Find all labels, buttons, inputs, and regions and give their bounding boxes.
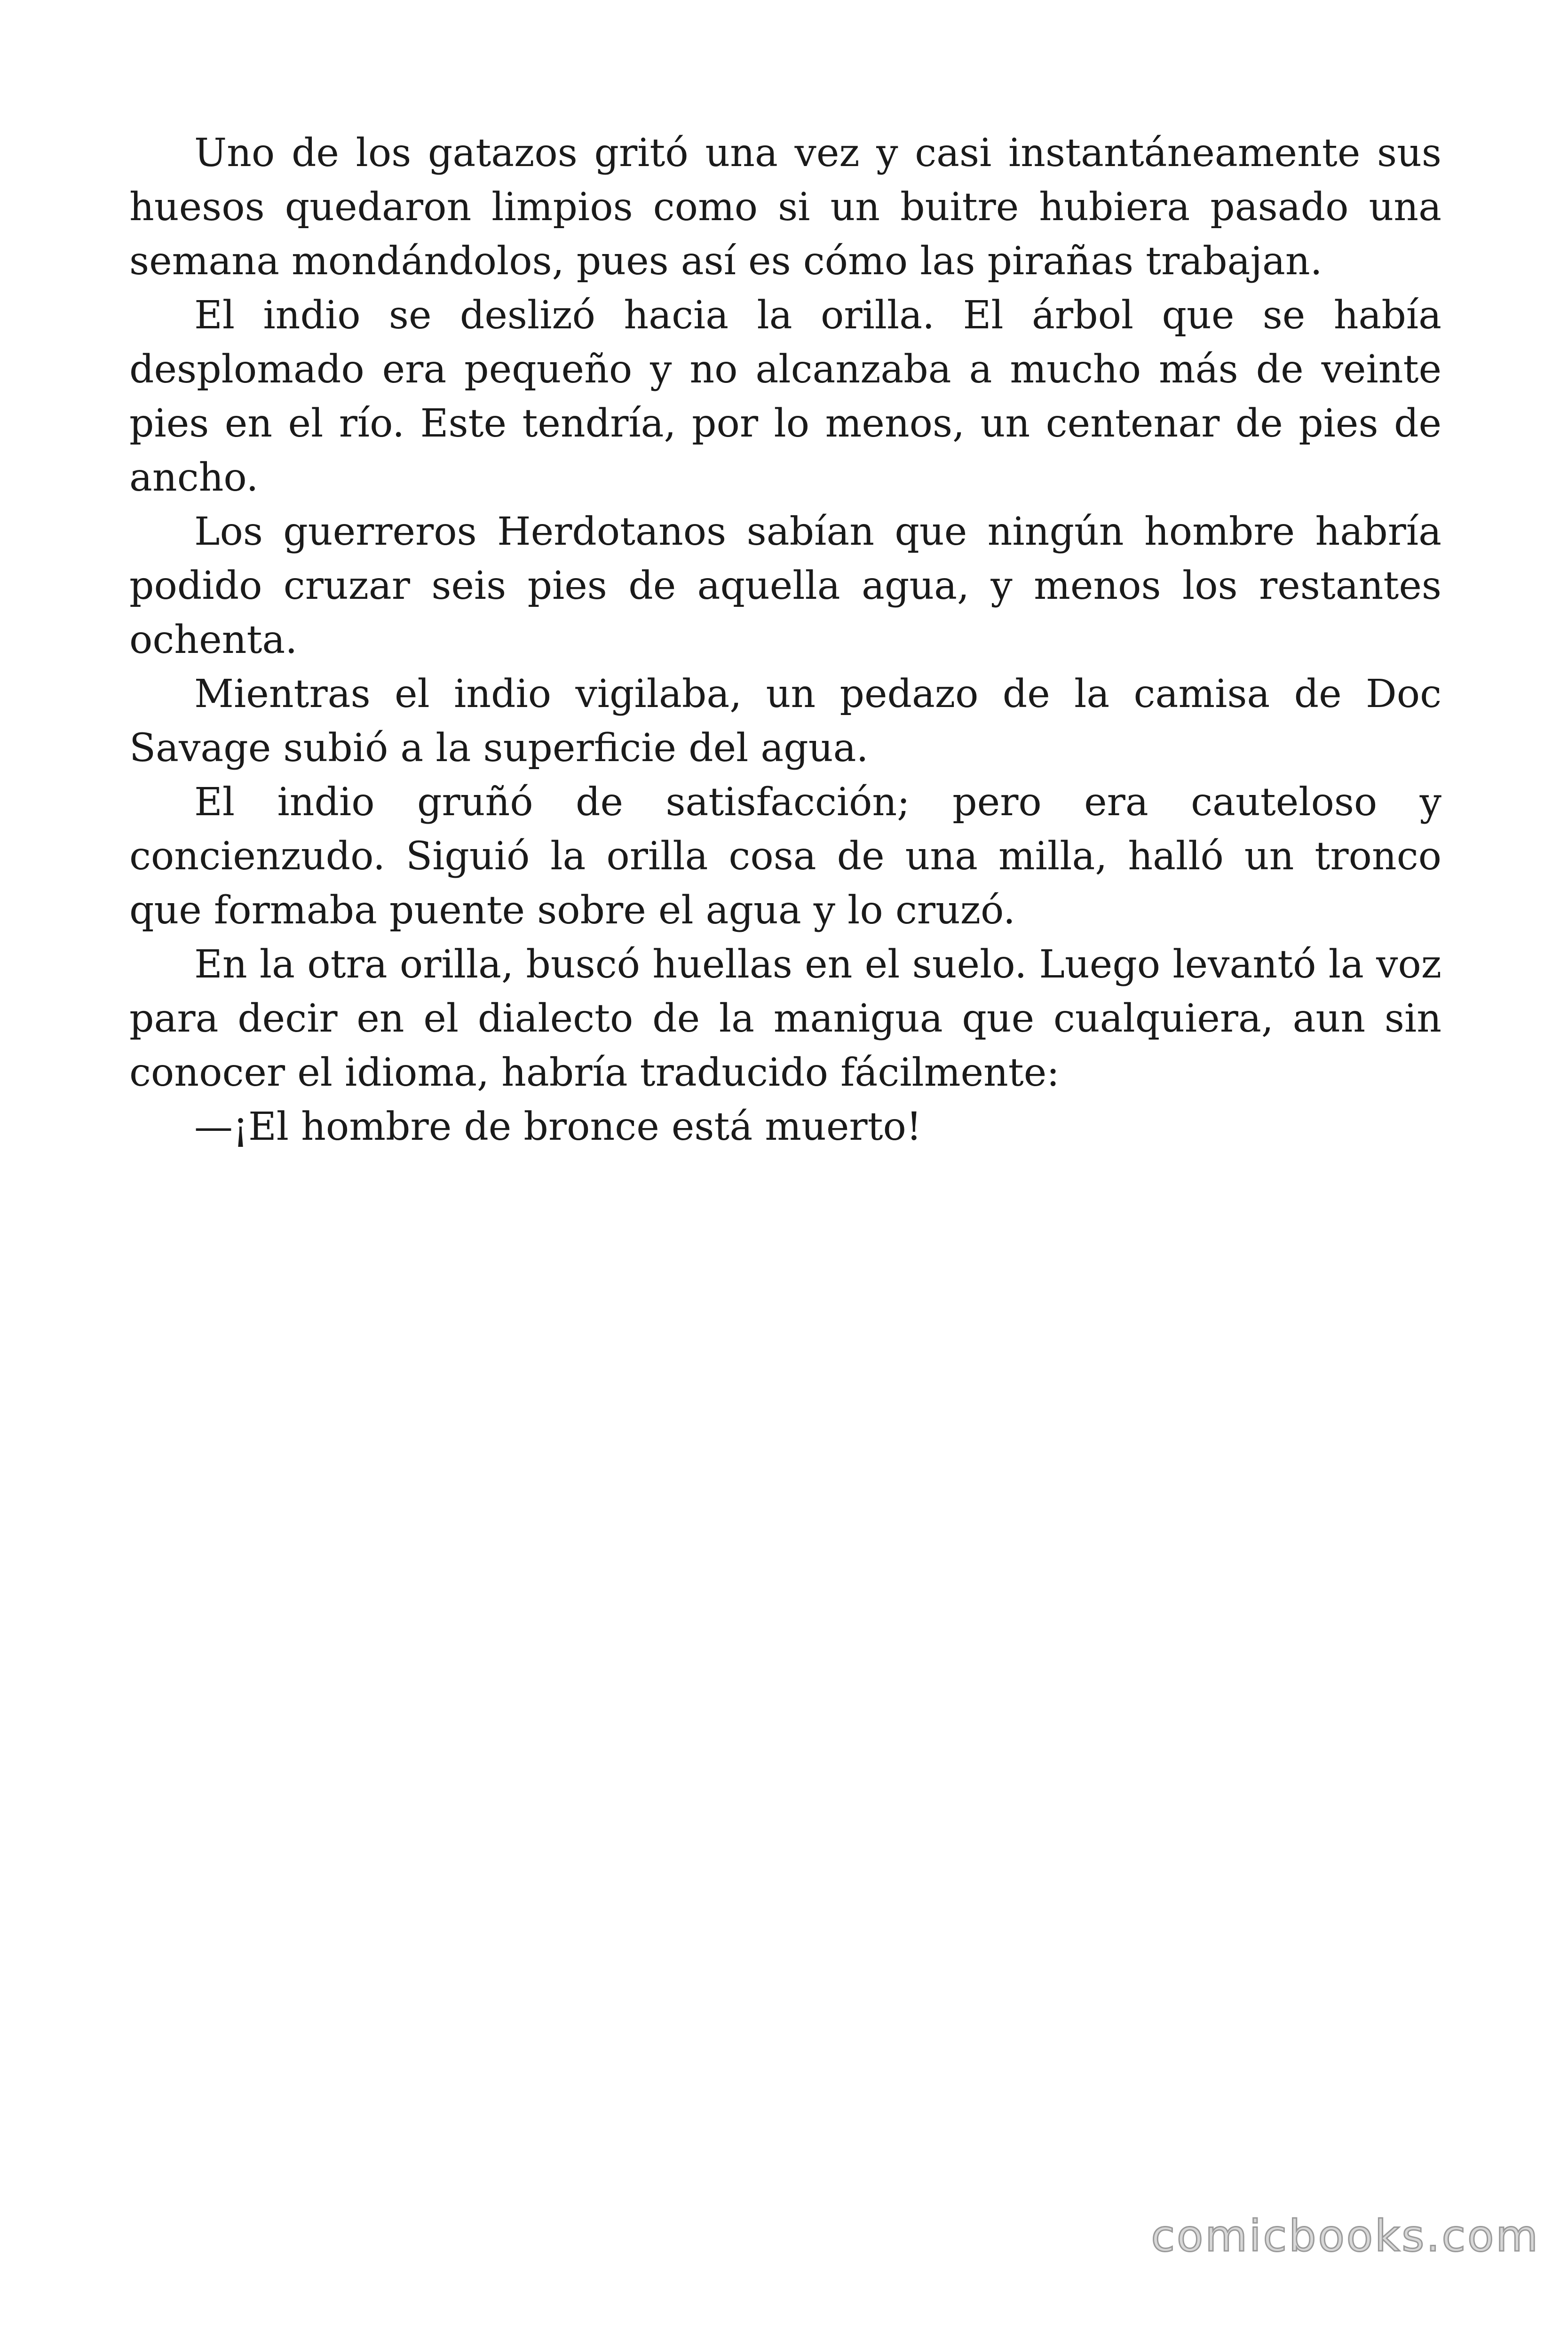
paragraph: Uno de los gatazos gritó una vez y casi instantáneamente sus huesos quedaron limpios como si un buitre hubiera pasado una semana mondándolos, pues así es cómo las pirañas trabajan. [129, 131, 1441, 284]
book-page [129, 0, 1441, 2352]
paragraph: Mientras el indio vigilaba, un pedazo de la camisa de Doc Savage subió a la superficie del agua. [129, 672, 1441, 771]
paragraph: —¡El hombre de bronce está muerto! [194, 1104, 922, 1149]
paragraph: Los guerreros Herdotanos sabían que ningún hombre habría podido cruzar seis pies de aquella agua, y menos los restantes ochenta. [129, 509, 1441, 662]
page-body-text [129, 126, 1441, 1154]
paragraph: El indio se deslizó hacia la orilla. El árbol que se había desplomado era pequeño y no alcanzaba a mucho más de veinte pies en el río. Este tendría, por lo menos, un centenar de pies de ancho. [129, 293, 1441, 500]
watermark: comicbooks.com [1151, 2211, 1540, 2261]
paragraph: El indio gruñó de satisfacción; pero era cauteloso y concienzudo. Siguió la orilla cosa de una milla, halló un tronco que formaba puente sobre el agua y lo cruzó. [129, 780, 1441, 933]
paragraph: En la otra orilla, buscó huellas en el suelo. Luego levantó la voz para decir en el dialecto de la manigua que cualquiera, aun sin conocer el idioma, habría traducido fácilmente: [129, 942, 1441, 1095]
